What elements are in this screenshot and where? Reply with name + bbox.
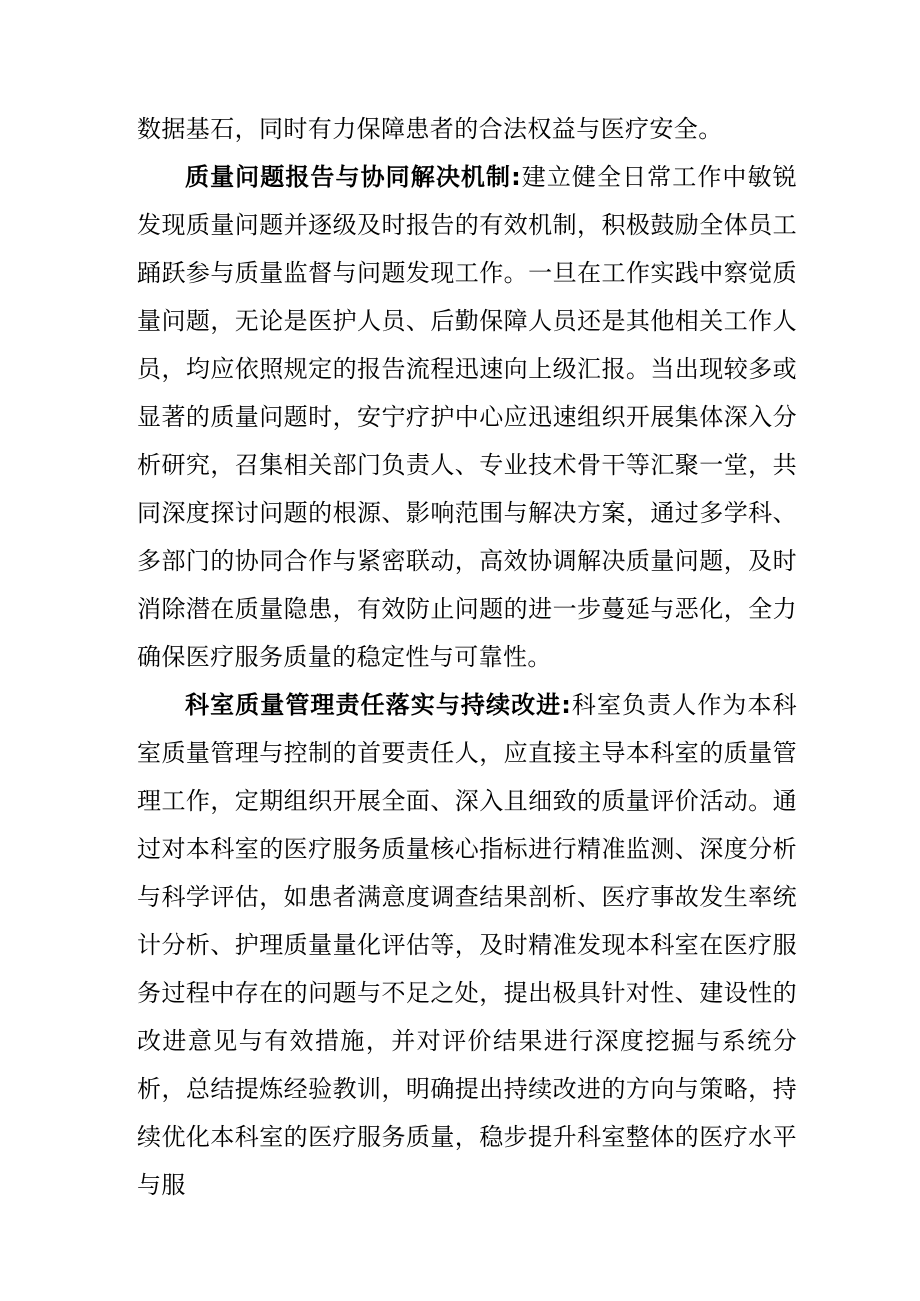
paragraph-text: 科室负责人作为本科室质量管理与控制的首要责任人，应直接主导本科室的质量管理工作，定期组织开展全面、深入且细致的质量评价活动。通过对本科室的医疗服务质量核心指标进行精准监测、深度分析与科学评估，如患者满意度调查结果剖析、医疗事故发生率统计分析、护理质量量化评估等，及时精准发现本科室在医疗服务过程中存在的问题与不足之处，提出极具针对性、建设性的改进意见与有效措施，并对评价结果进行深度挖掘与系统分析，总结提炼经验教训，明确提出持续改进的方向与策略，持续优化本科室的医疗服务质量，稳步提升科室整体的医疗水平与服 [137,691,797,1199]
paragraph-quality-issue-reporting [137,153,797,681]
paragraph-heading: 科室质量管理责任落实与持续改进: [185,691,572,719]
paragraph-text: 建立健全日常工作中敏锐发现质量问题并逐级及时报告的有效机制，积极鼓励全体员工踊跃参与质量监督与问题发现工作。一旦在工作实践中察觉质量问题，无论是医护人员、后勤保障人员还是其他相关工作人员，均应依照规定的报告流程迅速向上级汇报。当出现较多或显著的质量问题时，安宁疗护中心应迅速组织开展集体深入分析研究，召集相关部门负责人、专业技术骨干等汇聚一堂，共同深度探讨问题的根源、影响范围与解决方案，通过多学科、多部门的协同合作与紧密联动，高效协调解决质量问题，及时消除潜在质量隐患，有效防止问题的进一步蔓延与恶化，全力确保医疗服务质量的稳定性与可靠性。 [137,163,797,671]
paragraph-continuation [137,105,797,153]
paragraph-department-responsibility [137,681,797,1209]
document-page [137,105,797,1209]
paragraph-text: 数据基石，同时有力保障患者的合法权益与医疗安全。 [137,115,723,143]
paragraph-heading: 质量问题报告与协同解决机制: [185,163,522,191]
